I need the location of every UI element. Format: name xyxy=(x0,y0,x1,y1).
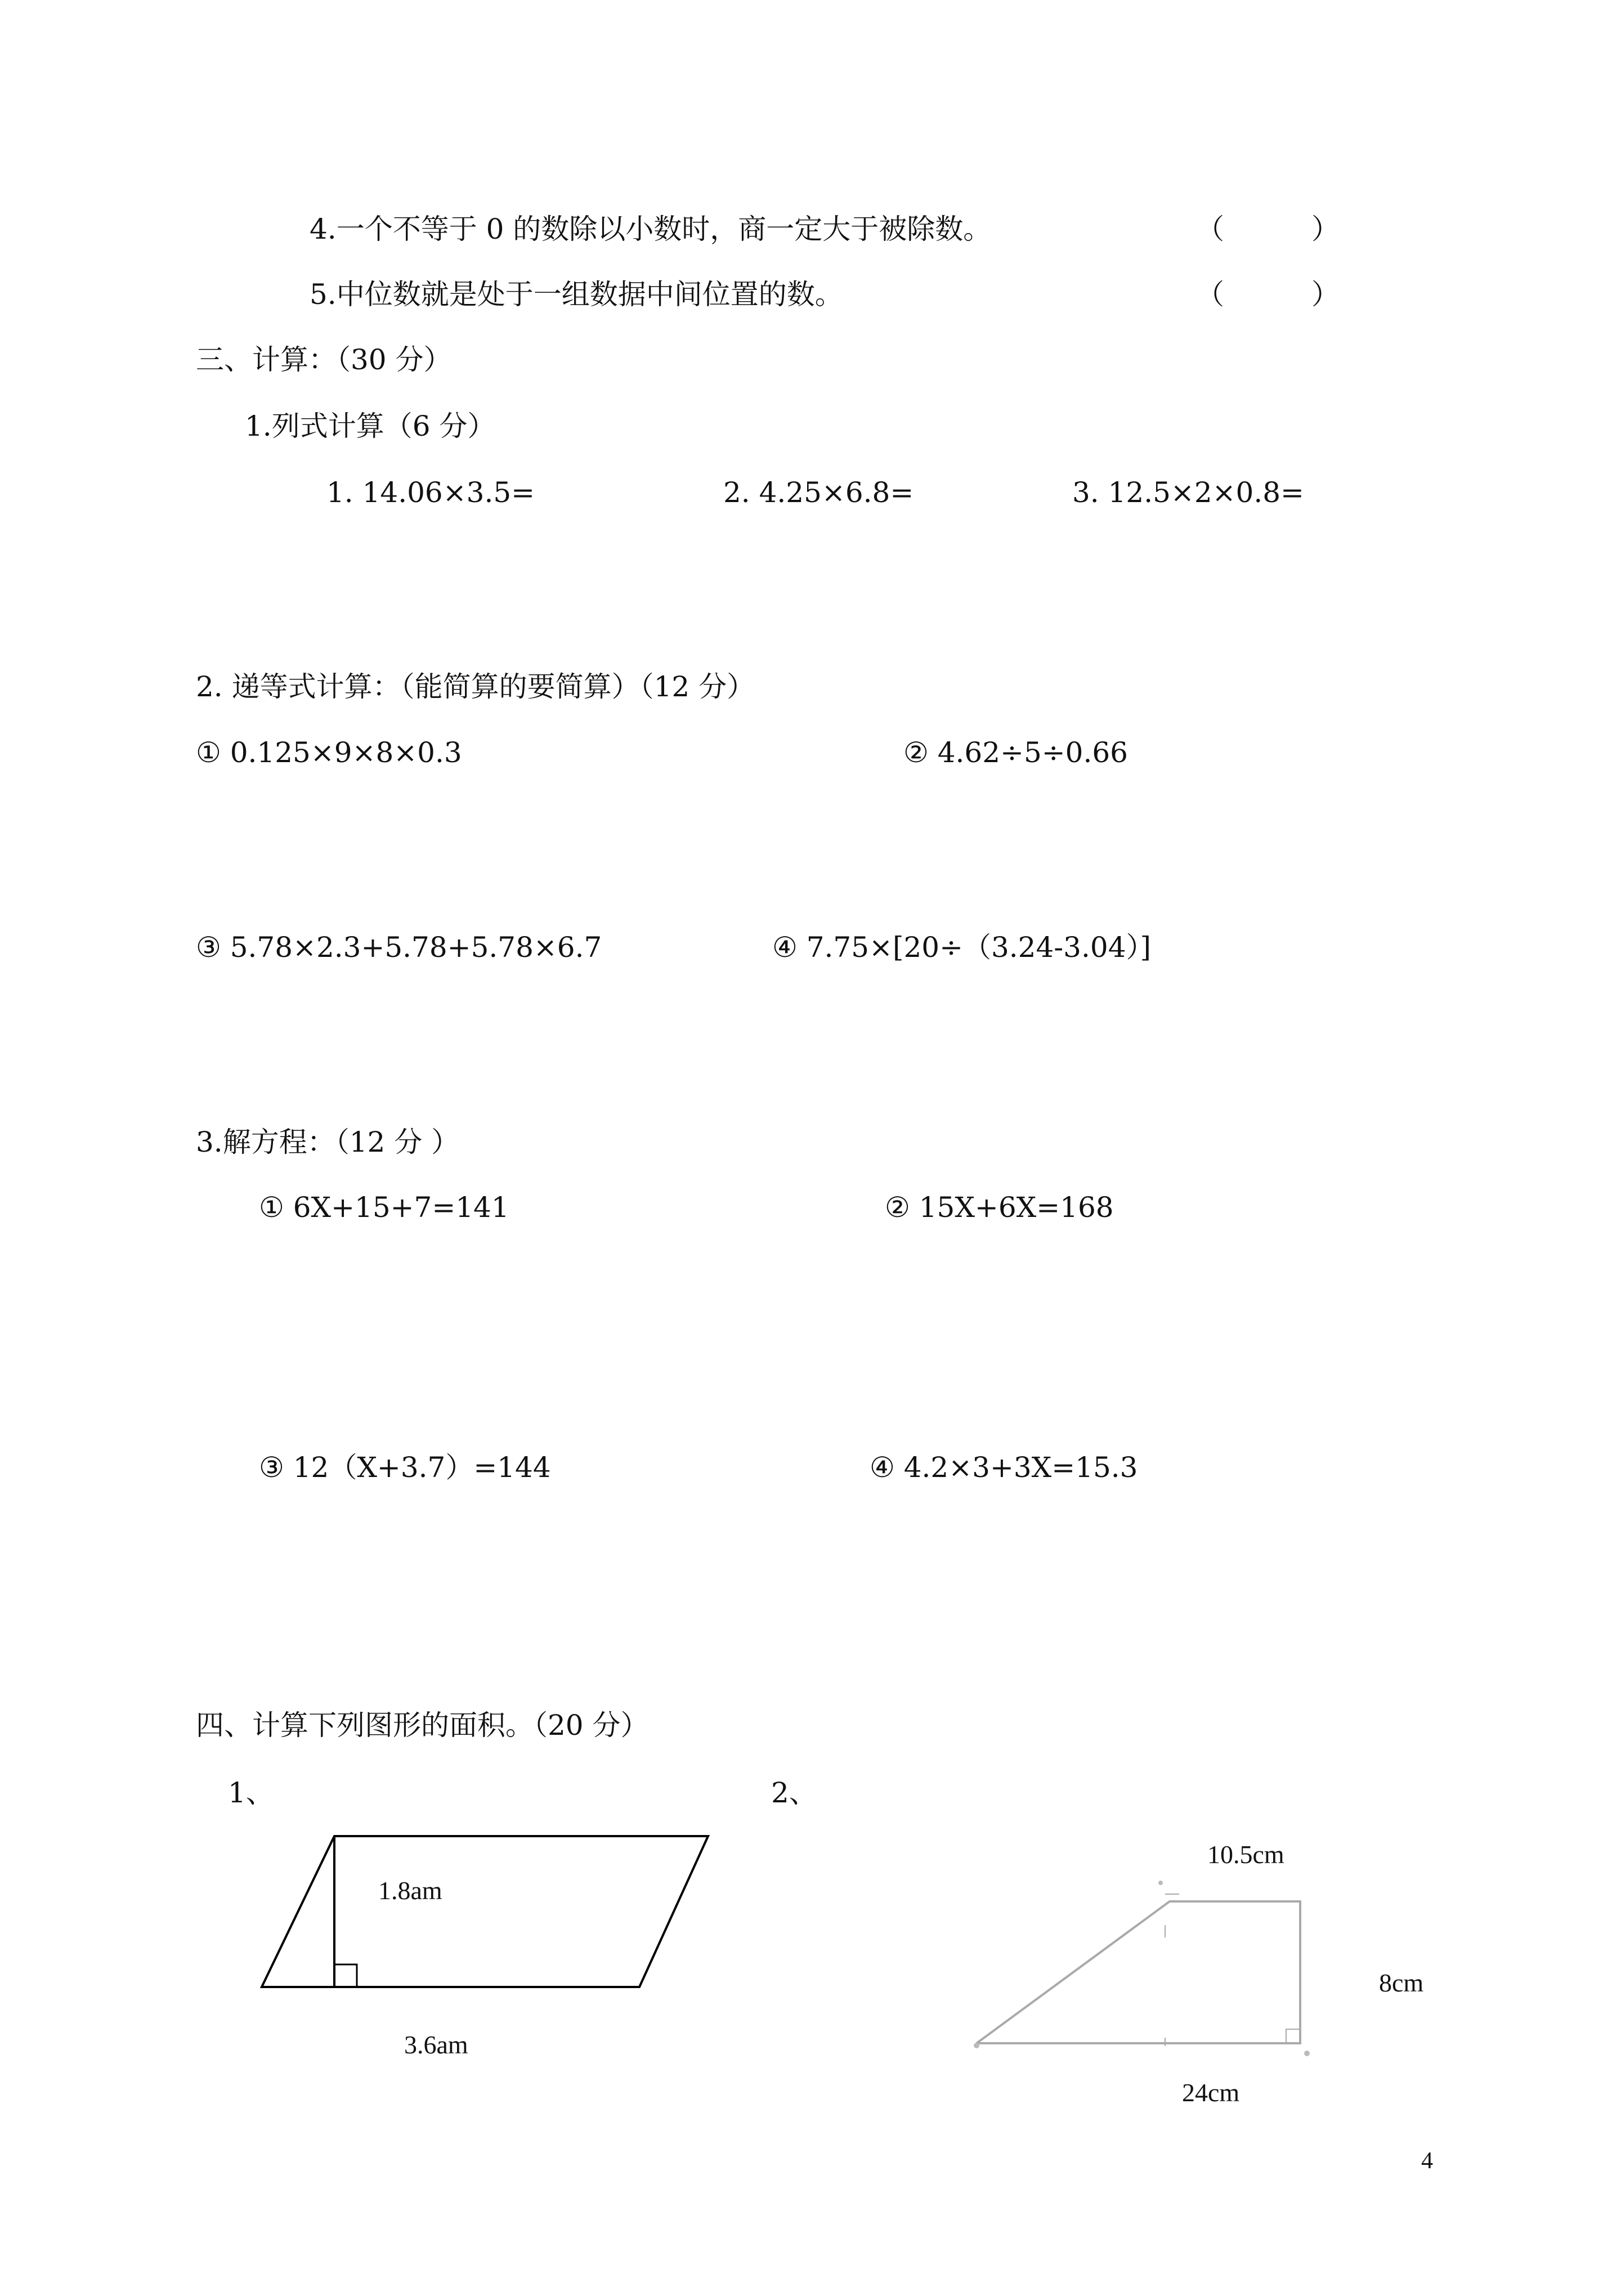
judgement-q5: 5.中位数就是处于一组数据中间位置的数。 xyxy=(310,278,843,311)
trapezoid-bottom-label: 24cm xyxy=(1182,2078,1240,2107)
answer-paren-open: （ xyxy=(1196,213,1224,245)
answer-paren-close: ） xyxy=(1311,213,1340,245)
figure-1-number: 1、 xyxy=(228,1776,274,1809)
judgement-q4: 4.一个不等于 0 的数除以小数时，商一定大于被除数。 xyxy=(310,213,992,245)
trapezoid-top-label: 10.5cm xyxy=(1207,1840,1284,1869)
figure-2-number: 2、 xyxy=(771,1776,817,1809)
section-3-title: 三、计算：（30 分） xyxy=(196,343,452,376)
expression-item: 1. 14.06×3.5= xyxy=(326,476,535,509)
answer-paren-close: ） xyxy=(1311,278,1340,311)
answer-paren-open: （ xyxy=(1196,278,1224,311)
equation-item: ① 6X+15+7=141 xyxy=(259,1191,509,1224)
part-2-title: 2. 递等式计算：（能简算的要简算）（12 分） xyxy=(196,670,755,703)
parallelogram-base-label: 3.6am xyxy=(404,2030,468,2059)
expression-item: ② 4.62÷5÷0.66 xyxy=(903,736,1128,769)
part-1-title: 1.列式计算（6 分） xyxy=(245,410,496,442)
expression-item: 3. 12.5×2×0.8= xyxy=(1072,476,1304,509)
part-3-title: 3.解方程：（12 分 ） xyxy=(196,1126,460,1158)
equation-item: ② 15X+6X=168 xyxy=(885,1191,1114,1224)
parallelogram-height-label: 1.8am xyxy=(378,1876,442,1905)
expression-item: 2. 4.25×6.8= xyxy=(723,476,914,509)
equation-item: ④ 4.2×3+3X=15.3 xyxy=(870,1451,1138,1484)
expression-item: ① 0.125×9×8×0.3 xyxy=(196,736,462,769)
section-4-title: 四、计算下列图形的面积。（20 分） xyxy=(196,1709,649,1742)
page-number: 4 xyxy=(1421,2148,1433,2174)
equation-item: ③ 12（X+3.7）=144 xyxy=(259,1451,551,1484)
trapezoid-side-label: 8cm xyxy=(1379,1968,1424,1997)
expression-item: ③ 5.78×2.3+5.78+5.78×6.7 xyxy=(196,931,602,964)
expression-item: ④ 7.75×[20÷（3.24-3.04）] xyxy=(772,931,1152,964)
